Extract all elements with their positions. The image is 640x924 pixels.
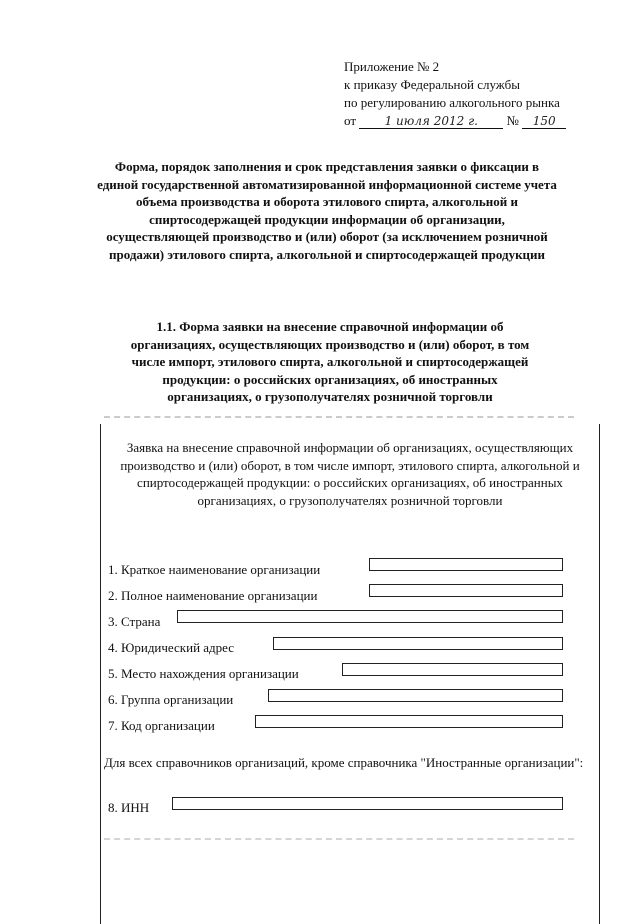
country-input[interactable] [177, 610, 563, 623]
number-sign: № [506, 113, 519, 128]
full-name-input[interactable] [369, 584, 563, 597]
field-number: 2. [108, 588, 118, 603]
field-row-country [108, 614, 160, 630]
section-title: 1.1. Форма заявки на внесение справочной информации об организациях, осуществляющих производство и (или) оборот, в том числе импорт, этилового спирта, алкогольной и спиртосодержащей продукции: о российских организациях, об иностранных организациях, о грузополучателях розничной торговли [130, 319, 530, 404]
field-row-code [108, 718, 215, 734]
appendix-order-ref: к приказу Федеральной службы [344, 77, 520, 92]
field-number: 7. [108, 718, 118, 733]
field-label: Код организации [121, 718, 215, 733]
location-input[interactable] [342, 663, 563, 676]
directory-note: Для всех справочников организаций, кроме справочника "Иностранные организации": [104, 755, 584, 770]
field-number: 3. [108, 614, 118, 629]
form-heading: Заявка на внесение справочной информации об организациях, осуществляющих производство и (или) оборот, в том числе импорт, этилового спирта, алкогольной и спиртосодержащей продукции: о российских организациях, об иностранных организациях, о грузополучателях розничной торговли [120, 440, 580, 508]
cut-line-bottom [104, 838, 574, 840]
appendix-agency: по регулированию алкогольного рынка [344, 95, 560, 110]
field-row-legal-address [108, 640, 234, 656]
cut-line-top [104, 416, 574, 418]
field-number: 8. [108, 800, 118, 815]
group-input[interactable] [268, 689, 563, 702]
field-number: 6. [108, 692, 118, 707]
field-label: Место нахождения организации [121, 666, 299, 681]
field-label: ИНН [121, 800, 150, 815]
inn-input[interactable] [172, 797, 563, 810]
field-row-full-name [108, 588, 317, 604]
field-label: Группа организации [121, 692, 234, 707]
field-number: 4. [108, 640, 118, 655]
main-title: Форма, порядок заполнения и срок представления заявки о фиксации в единой государственной автоматизированной информационной системе учета объема производства и оборота этилового спирта, алкогольной и спиртосодержащей продукции информации об организации, осуществляющей производство и (или) оборот (за исключением розничной продажи) этилового спирта, алкогольной и спиртосодержащей продукции [97, 159, 557, 262]
date-prefix: от [344, 113, 357, 128]
field-number: 5. [108, 666, 118, 681]
field-row-group [108, 692, 233, 708]
appendix-block [344, 58, 566, 130]
field-label: Страна [121, 614, 161, 629]
appendix-date-line [344, 112, 566, 130]
field-label: Краткое наименование организации [121, 562, 321, 577]
field-number: 1. [108, 562, 118, 577]
field-label: Юридический адрес [121, 640, 235, 655]
field-label: Полное наименование организации [121, 588, 318, 603]
handwritten-date: 1 июля 2012 г. [359, 115, 503, 129]
appendix-title: Приложение № 2 [344, 59, 440, 74]
field-row-short-name [108, 562, 320, 578]
legal-address-input[interactable] [273, 637, 563, 650]
field-row-location [108, 666, 299, 682]
handwritten-number: 150 [522, 115, 566, 129]
short-name-input[interactable] [369, 558, 563, 571]
code-input[interactable] [255, 715, 563, 728]
field-row-inn [108, 800, 149, 816]
